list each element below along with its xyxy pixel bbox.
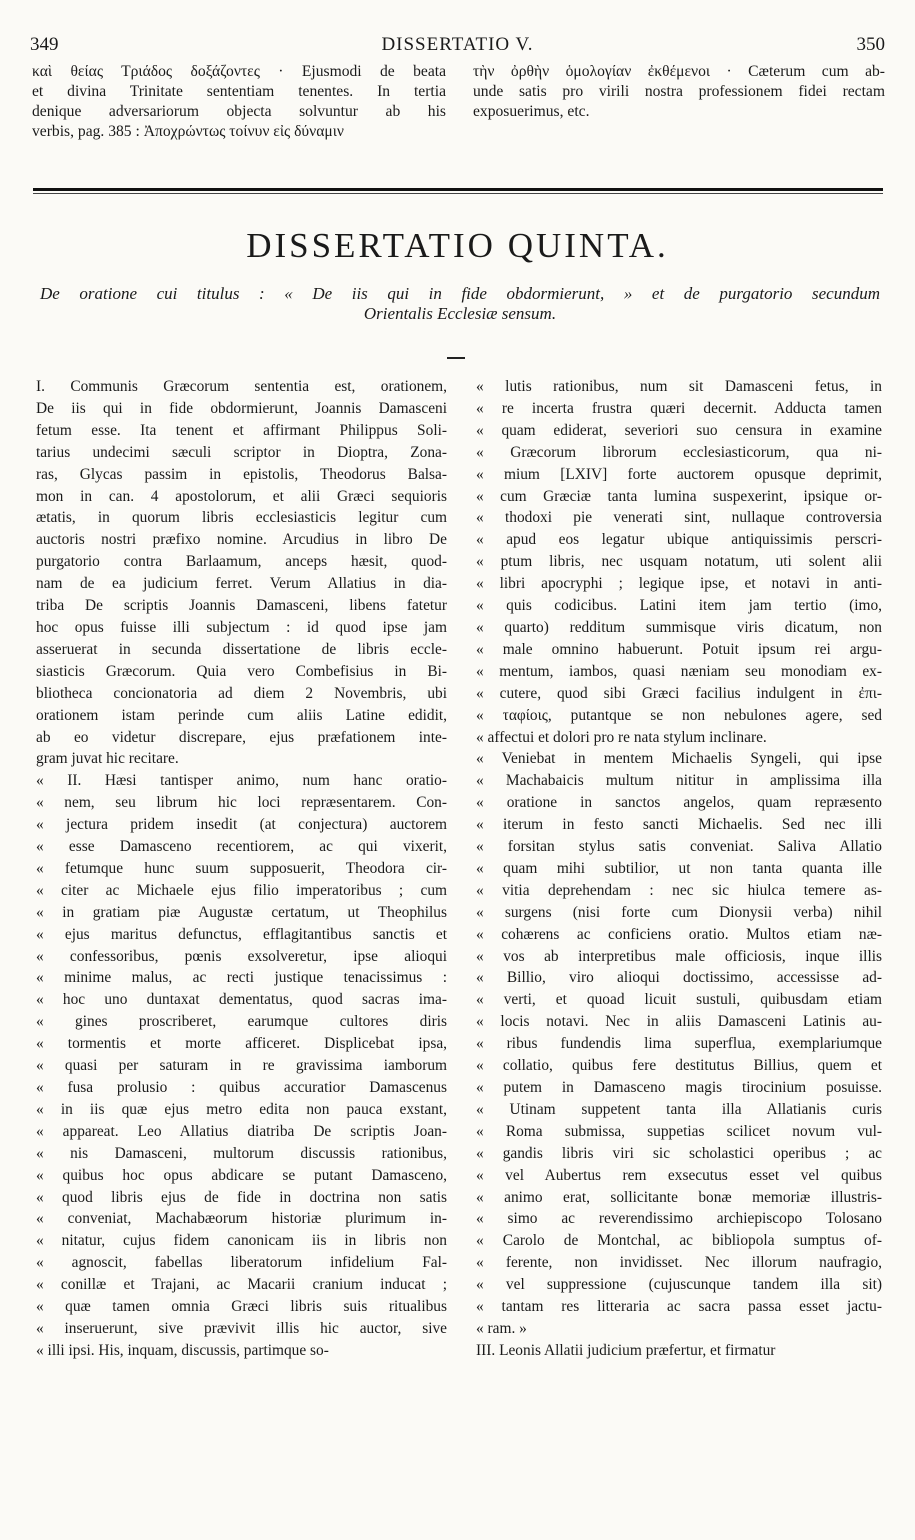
text-line: et divina Trinitate sententiam tenentes. In tertia [32, 83, 446, 100]
dissertation-title: DISSERTATIO QUINTA. [246, 226, 669, 265]
text-line: « quod libris ejus de fide in doctrina non satis [36, 1188, 447, 1206]
text-line: « vel suppressione (cujuscunque tandem illa sit) [476, 1276, 882, 1294]
running-title: DISSERTATIO V. [381, 34, 534, 55]
text-line: « conveniat, Machabæorum historiæ plurimum in- [36, 1210, 447, 1228]
text-line: I. Communis Græcorum sententia est, orationem, [36, 378, 447, 395]
text-line: « quasi per saturam in re gravissima iamborum [36, 1057, 447, 1075]
text-line: III. Leonis Allatii judicium præfertur, et firmatur [476, 1341, 776, 1359]
text-line: « illi ipsi. His, inquam, discussis, partimque so- [36, 1341, 329, 1359]
text-line: « inseruerunt, sive prævivit illis hic auctor, sive [36, 1319, 447, 1337]
text-line: triba De scriptis Joannis Damasceni, libens fatetur [36, 597, 447, 615]
text-line: « fetumque hunc suum supposuerit, Theodora cir- [36, 859, 447, 877]
text-line: « lutis rationibus, num sit Damasceni fetus, in [476, 378, 882, 395]
text-line: verbis, pag. 385 : Ἀποχρώντως τοίνυν εἰς δύναμιν [32, 123, 344, 140]
text-line: « in gratiam piæ Augustæ certatum, ut Theophilus [36, 903, 447, 921]
text-line: « esse Damasceno recentiorem, ac qui vixerit, [36, 838, 447, 856]
text-line: « agnoscit, fabellas liberatorum infidelium Fal- [36, 1254, 447, 1272]
text-line: « citer ac Michaele ejus filio imperatoribus ; cum [36, 881, 447, 899]
text-line: « nis Damasceni, multorum discussis rationibus, [36, 1144, 447, 1162]
text-line: « vos ab interpretibus male officiosis, inque illis [476, 947, 882, 965]
text-line: « minime malus, ac recti justique tenacissimus : [36, 969, 447, 987]
text-line: « affectui et dolori pro re nata stylum inclinare. [476, 728, 767, 746]
text-line: « tormentis et morte afficeret. Displicebat ipsa, [36, 1035, 447, 1053]
text-line: « libri apocryphi ; legique ipse, et notavi in anti- [476, 575, 882, 593]
text-line: denique adversariorum objecta solvuntur ab his [32, 103, 446, 120]
text-line: « forsitan stylus satis conveniat. Saliva Allatio [476, 838, 882, 856]
text-line: « ferente, non invidisset. Nec illorum naufragio, [476, 1254, 882, 1272]
text-line: « ribus fundendis lima superflua, exemplariumque [476, 1035, 882, 1053]
text-line: « Carolo de Montchal, ac bibliopola sumptus of- [476, 1232, 882, 1250]
text-line: mon in can. 4 apostolorum, et alii Græci sequioris [36, 487, 447, 505]
text-line: καὶ θείας Τριάδος δοξάζοντες · Ejusmodi de beata [32, 63, 446, 80]
text-line: « jectura pridem insedit (at conjectura) auctorem [36, 816, 447, 834]
text-line: « Billio, viro alioqui doctissimo, accessisse ad- [476, 969, 882, 987]
text-line: « surgens (nisi forte cum Dionysii verba) nihil [476, 903, 882, 921]
text-line: « male omnino habuerunt. Potuit ipsum rei argu- [476, 640, 882, 658]
body-left-column [36, 376, 447, 1362]
text-line: « conillæ et Trajani, ac Macarii cranium inducat ; [36, 1276, 447, 1294]
text-line: auctoris nostri præfixo nomine. Arcudius in libro De [36, 531, 447, 549]
text-line: « re incerta frustra quæri decernit. Adducta tamen [476, 399, 882, 417]
separator-dash [447, 357, 465, 359]
text-line: « quam mihi subtilior, ut non tanta quanta ille [476, 859, 882, 877]
text-line: bliotheca concionatoria ad diem 2 Novembris, ubi [36, 684, 447, 702]
continuation-left-column [32, 62, 446, 142]
text-line: fetum esse. Ita tenent et affirmant Philippus Soli- [36, 421, 447, 439]
text-line: exposuerimus, etc. [473, 103, 590, 120]
text-line: « quis codicibus. Latini item jam tertio (imo, [476, 597, 882, 615]
text-line: « locis notavi. Nec in aliis Damasceni Latinis au- [476, 1013, 882, 1031]
text-line: « quæ tamen omnia Græci libris suis ritualibus [36, 1298, 447, 1316]
page-number-right: 350 [856, 34, 885, 55]
text-line: « Utinam suppetent tanta illa Allatianis curis [476, 1100, 882, 1118]
text-line: « fusa prolusio : quibus accuratior Damascenus [36, 1079, 447, 1096]
text-line: « ptum libris, nec usquam notatum, uti solent alii [476, 553, 882, 571]
text-line: « Græcorum librorum ecclesiasticorum, qua ni- [476, 443, 882, 461]
page-number-left: 349 [30, 34, 59, 55]
continuation-text [32, 62, 885, 162]
text-line: « simo ac reverendissimo archiepiscopo Tolosano [476, 1210, 882, 1228]
text-line: « thodoxi pie venerati sint, nullaque controversia [476, 509, 882, 527]
text-line: purgatorio contra Barlaamum, anceps hæsit, quod- [36, 553, 447, 571]
text-line: « mium [LXIV] forte auctorem opusque deprimit, [476, 465, 882, 483]
text-line: « gandis libris viri sic scholastici operibus ; ac [476, 1144, 882, 1162]
body-text [36, 376, 882, 1526]
text-line: « Roma submissa, suppetias scilicet novum vul- [476, 1122, 882, 1140]
text-line: nam de ea judicium ferret. Verum Allatius in dia- [36, 575, 447, 593]
text-line: « in iis quæ ejus metro edita non pauca exstant, [36, 1100, 447, 1118]
text-line: gram juvat hic recitare. [36, 750, 179, 768]
text-line: siasticis Græcorum. Quia vero Combefisius in Bi- [36, 662, 447, 680]
text-line: « II. Hæsi tantisper animo, num hanc oratio- [36, 772, 447, 790]
text-line: « quarto) redditum summisque viris dicatum, non [476, 618, 882, 636]
text-line: De iis qui in fide obdormierunt, Joannis Damasceni [36, 399, 447, 417]
text-line: « quam ediderat, severiori suo censura in examine [476, 421, 882, 439]
dissertation-subtitle [40, 284, 880, 324]
text-line: asseruerat in secunda dissertatione de libris eccle- [36, 640, 447, 658]
text-line: « iterum in festo sancti Michaelis. Sed nec illi [476, 816, 882, 834]
text-line: hoc opus fuisse illi subjectum : id quod ipse jam [36, 618, 447, 636]
text-line: « apud eos legatur ubique antiquissimis perscri- [476, 531, 882, 549]
text-line: « cutere, quod sibi Græci facilius indulgent in ἐπι- [476, 684, 882, 702]
text-line: ab eo videtur discrepare, ejus præfationem inte- [36, 728, 447, 746]
text-line: ras, Glycas passim in epistolis, Theodorus Balsa- [36, 465, 447, 483]
text-line: « cohærens ac conficiens oratio. Multos etiam næ- [476, 925, 882, 943]
text-line: « verti, et quoad licuit sustuli, quibusdam etiam [476, 991, 882, 1009]
text-line: τὴν ὀρθὴν ὁμολογίαν ἐκθέμενοι · Cæterum cum ab- [473, 63, 885, 80]
running-head [30, 34, 885, 58]
section-rule-thin [33, 193, 883, 194]
text-line: « confessoribus, pœnis exsolveretur, ipse alioqui [36, 947, 447, 965]
text-line: orationem istam perinde cum aliis Latine edidit, [36, 706, 447, 724]
text-line: « ejus maritus defunctus, efflagitantibus sanctis et [36, 925, 447, 943]
text-line: « ταφίοις, putantque se non nebulones agere, sed [476, 706, 882, 724]
text-line: « mentum, iambos, quasi næniam seu monodiam ex- [476, 662, 882, 680]
text-line: « nitatur, cujus fidem canonicam iis in libris non [36, 1232, 447, 1250]
text-line: « Veniebat in mentem Michaelis Syngeli, qui ipse [476, 750, 882, 768]
section-rule [33, 188, 883, 191]
body-right-column [476, 376, 882, 1362]
text-line: « animo erat, sollicitante bonæ memoriæ illustris- [476, 1188, 882, 1206]
text-line: « tantam res litteraria ac sacra passa esset jactu- [476, 1298, 882, 1316]
text-line: « Machabaicis multum nititur in amplissima illa [476, 772, 882, 790]
text-line: « hoc uno duntaxat dementatus, quod sacras ima- [36, 991, 447, 1009]
continuation-right-column [473, 62, 885, 122]
text-line: « appareat. Leo Allatius diatriba De scriptis Joan- [36, 1122, 447, 1140]
text-line: « vel Aubertus rem exsecutus esset vel quibus [476, 1166, 882, 1184]
text-line: « ram. » [476, 1319, 527, 1337]
text-line: « collatio, quibus fere destitutus Billius, quem et [476, 1057, 882, 1075]
text-line: « cum Græciæ tanta lumina suspexerint, ipsique or- [476, 487, 882, 505]
subtitle-line-2: Orientalis Ecclesiæ sensum. [363, 304, 557, 323]
subtitle-line-1: De oratione cui titulus : « De iis qui in fide obdormierunt, » et de purgatorio secundum [40, 284, 880, 303]
text-line: tarius undecimi sæculi scriptor in Dioptra, Zona- [36, 443, 447, 461]
text-line: « vitia deprehendam : nec sic hiulca temere as- [476, 881, 882, 899]
text-line: « quibus hoc opus abdicare se putant Damasceno, [36, 1166, 447, 1184]
text-line: ætatis, in quorum libris ecclesiasticis legitur cum [36, 509, 447, 527]
text-line: unde satis pro virili nostra professionem fidei rectam [473, 83, 885, 100]
text-line: « nem, seu librum hic loci repræsentarem. Con- [36, 794, 447, 812]
text-line: « putem in Damasceno magis tirocinium posuisse. [476, 1079, 882, 1096]
text-line: « gines proscriberet, earumque cultores diris [36, 1013, 447, 1031]
text-line: « oratione in sanctos angelos, quam repræsento [476, 794, 882, 812]
